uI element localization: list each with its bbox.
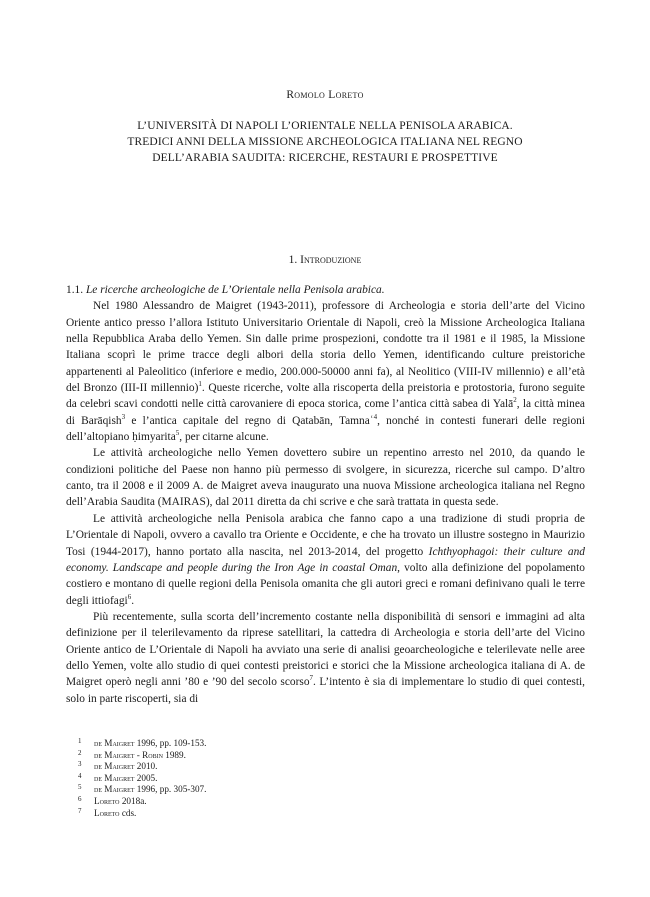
paragraph <box>66 298 585 445</box>
footnote-ref[interactable]: 7 <box>309 674 314 683</box>
footnote <box>78 773 578 785</box>
text-run: Nel 1980 Alessandro de Maigret (1943-2011), professore di Archeologia e storia dell’arte del Vicino Oriente antico presso l’allora Istituto Universitario Orientale di Napoli, creò la Missione Archeologica Italiana nella Repubblica Araba dello Yemen. Sin dalle prime prospezioni, condotte tra il 1981 e il 1985, la Missione Italiana scoprì le prime tracce degli albori della storia dello Yemen, identificando culture preistoriche appartenenti al Paleolitico (inferiore e medio, 200.000-50000 anni fa), al Neolitico (VIII-IV millennio) e all’età del Bronzo (III-II millennio) <box>66 300 585 395</box>
footnote-number: 5 <box>78 783 82 792</box>
footnote-number: 2 <box>78 748 82 757</box>
footnote <box>78 784 578 796</box>
footnote <box>78 808 578 820</box>
footnote-citation: 1996, pp. 109-153. <box>134 738 207 748</box>
footnote-number: 4 <box>78 771 82 780</box>
footnote-ref[interactable]: 4 <box>373 412 378 421</box>
title-line: DELL’ARABIA SAUDITA: RICERCHE, RESTAURI E PROSPETTIVE <box>152 152 498 164</box>
footnote-author: Loreto <box>94 795 120 806</box>
footnote-author: Loreto <box>94 807 120 818</box>
footnote <box>78 750 578 762</box>
text-run: . Queste ricerche, volte alla riscoperta della preistoria e protostoria, furono seguite da celebri scavi condotti nelle città carovaniere di epoca storica, come l’antica città sabea di Yalā <box>66 382 585 411</box>
text-run: , volto alla definizione del popolamento costiero e montano di quelle regioni della Penisola omanita che gli autori greci e romani definivano quali le terre degli ittiofagi <box>66 561 585 607</box>
footnote <box>78 738 578 750</box>
title-line: L’UNIVERSITÀ DI NAPOLI L’ORIENTALE NELLA PENISOLA ARABICA. <box>137 120 513 132</box>
footnote <box>78 761 578 773</box>
text-run: , per citarne alcune. <box>179 431 269 444</box>
footnote-ref[interactable]: 3 <box>121 412 126 421</box>
text-run: , la città minea di Barāqish <box>66 398 585 427</box>
footnote-ref[interactable]: 2 <box>513 396 517 405</box>
footnote-author: de Maigret <box>94 761 135 772</box>
text-run: . L’intento è sia di implementare lo studio di quei contesti, solo in parte riscoperti, sia di <box>66 676 586 705</box>
text-run: Le attività archeologiche nella Penisola arabica che fanno capo a una tradizione di studi propria de L’Orientale di Napoli, ovvero a cavallo tra Oriente e Occidente, e che ha trovato un illustre sostegno in Maurizio Tosi (1944-2017), hanno portato alla nascita, nel 2013-2014, del progetto <box>66 512 585 558</box>
subsection-number: 1.1. <box>66 284 84 296</box>
article-title <box>100 118 550 166</box>
footnote-author: de Maigret <box>94 784 135 795</box>
title-line: TREDICI ANNI DELLA MISSIONE ARCHEOLOGICA ITALIANA NEL REGNO <box>127 136 523 148</box>
footnote-author: de Maigret <box>94 772 135 783</box>
body-text <box>66 282 585 707</box>
footnote-ref[interactable]: 6 <box>127 592 132 601</box>
footnote-ref[interactable]: 5 <box>175 429 180 438</box>
paragraph <box>66 511 585 609</box>
section-heading <box>0 254 650 266</box>
footnote <box>78 796 578 808</box>
section-title: Introduzione <box>300 254 362 266</box>
footnote-number: 6 <box>78 794 82 803</box>
footnote-citation: cds. <box>119 807 137 818</box>
footnote-author: de Maigret <box>94 738 135 748</box>
footnote-number: 3 <box>78 760 82 769</box>
footnote-citation: 2010. <box>134 761 158 772</box>
subsection-heading <box>66 282 585 298</box>
text-run: . <box>131 594 135 607</box>
text-run: e l’antica capitale del regno di Qatabān, Tamnaʿ <box>125 414 374 427</box>
footnote-ref[interactable]: 1 <box>198 380 202 389</box>
subsection-title: Le ricerche archeologiche de L’Orientale nella Penisola arabica. <box>85 284 385 296</box>
section-number: 1. <box>288 254 298 266</box>
footnote-number: 1 <box>78 737 82 745</box>
footnote-author: de Maigret - Robin <box>94 749 163 760</box>
paragraph <box>66 609 585 707</box>
footnote-citation: 1989. <box>162 749 186 760</box>
footnote-citation: 2005. <box>134 772 158 783</box>
footnote-number: 7 <box>78 806 82 815</box>
footnote-citation: 2018a. <box>119 795 147 806</box>
footnote-citation: 1996, pp. 305-307. <box>134 784 207 795</box>
text-run: , nonché in contesti funerari delle regioni dell’altopiano ḥimyarita <box>66 414 586 444</box>
author-name: Romolo Loreto <box>286 89 364 101</box>
paragraph: Le attività archeologiche nello Yemen dovettero subire un repentino arresto nel 2010, da quando le condizioni politiche del Paese non hanno più permesso di svolgere, in sicurezza, ricerche sul campo. D’altro canto, tra il 2008 e il 2009 A. de Maigret aveva inaugurato una nuova Missione archeologica italiana nel Regno dell’Arabia Saudita (MAIRAS), dal 2011 diretta da chi scrive e che sarà trattata in questa sede. <box>66 447 585 509</box>
footnotes <box>78 738 578 819</box>
project-title: Ichthyophagoi: their culture and economy. Landscape and people during the Iron Age in coastal Oman <box>66 545 586 574</box>
text-run: Più recentemente, sulla scorta dell’incremento costante nella disponibilità di sensori e immagini ad alta definizione per il telerilevamento da riprese satellitari, la cattedra di Archeologia e storia dell’arte del Vicino Oriente antico de L’Orientale di Napoli ha avviato una serie di analisi geoarcheologiche e telerilevate nelle aree dello Yemen, volte allo studio di quei contesti preistorici e storici che la Missione archeologica italiana di A. de Maigret operò negli anni ’80 e ’90 del secolo scorso <box>66 610 585 689</box>
